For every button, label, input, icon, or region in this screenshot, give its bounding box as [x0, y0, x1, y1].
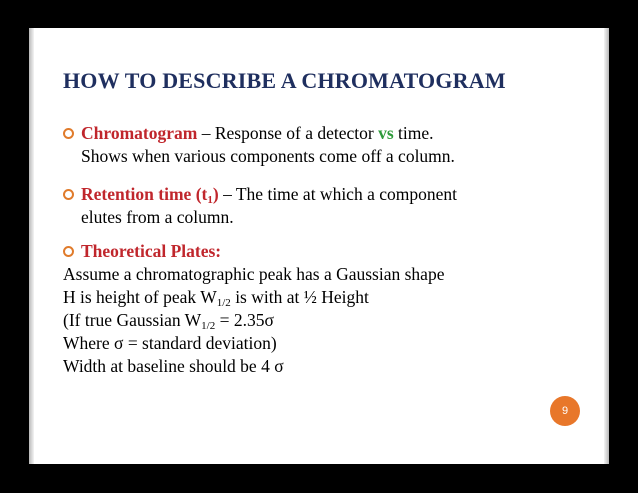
circle-bullet-icon [63, 189, 74, 200]
bullet-chromatogram [63, 122, 593, 168]
bullet-text: time. [393, 123, 434, 143]
text-line-3: (If true Gaussian $W_{1/2} = 2.35\sigma$ [63, 310, 274, 332]
text-line-1: Assume a chromatographic peak has a Gaussian shape [63, 264, 445, 284]
term-theoretical-plates: Theoretical Plates: [81, 241, 222, 261]
text-line-2: H is height of peak $W_{1/2}$ is with at ½ Height [63, 287, 369, 309]
bullet-line2: Shows when various components come off a column. [81, 146, 455, 166]
slide-left-edge [29, 28, 34, 464]
slide [29, 28, 609, 464]
slide-content [63, 122, 593, 378]
term-chromatogram: Chromatogram [81, 123, 198, 143]
slide-title: HOW TO DESCRIBE A CHROMATOGRAM [63, 68, 506, 93]
bullet-text: – Response of a detector [197, 123, 379, 143]
bullet-text: – The time at which a component [218, 184, 457, 204]
highlight-vs: vs [378, 123, 394, 143]
text-line-4: Where σ = standard deviation) [63, 333, 277, 353]
circle-bullet-icon [63, 246, 74, 257]
text-line-5: Width at baseline should be 4 σ [63, 356, 284, 376]
bullet-retention-time [63, 183, 593, 229]
bullet-theoretical-plates [63, 240, 593, 263]
slide-right-edge [604, 28, 609, 464]
circle-bullet-icon [63, 128, 74, 139]
bullet-line2: elutes from a column. [81, 207, 234, 227]
page-number-badge: 9 [550, 396, 580, 426]
term-retention-time: Retention time $(t_1)$ [81, 184, 219, 206]
